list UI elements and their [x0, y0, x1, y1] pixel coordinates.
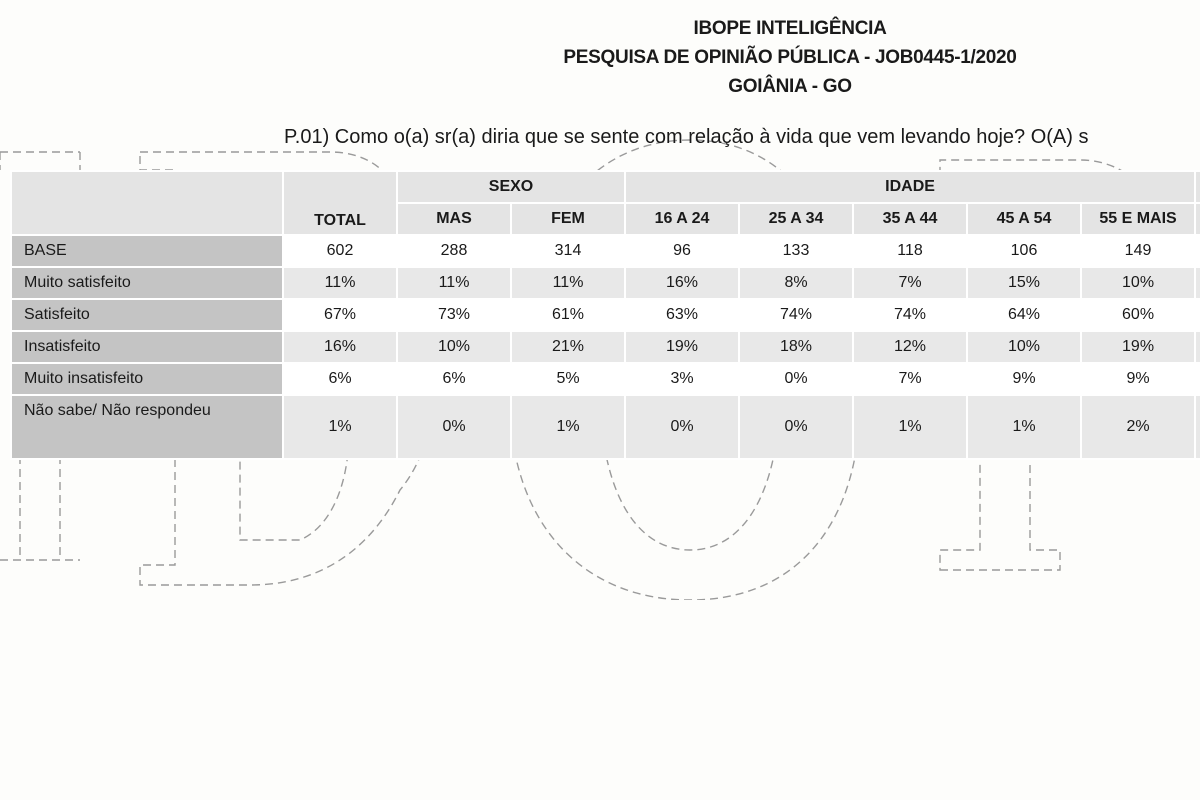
table-cell: 0%	[625, 395, 739, 459]
col-header-total: TOTAL	[283, 171, 397, 235]
table-cell: 314	[511, 235, 625, 267]
table-cell: 12%	[853, 331, 967, 363]
table-cell: 19%	[1081, 331, 1195, 363]
col-header-fem: FEM	[511, 203, 625, 235]
table-cell: 106	[967, 235, 1081, 267]
table-cell-cutoff	[1195, 395, 1200, 459]
table-corner	[11, 171, 283, 235]
table-cell: 1%	[853, 395, 967, 459]
col-header-16-24: 16 A 24	[625, 203, 739, 235]
table-cell: 7%	[853, 267, 967, 299]
row-label: Muito insatisfeito	[11, 363, 283, 395]
table-cell: 1%	[283, 395, 397, 459]
table-cell: 61%	[511, 299, 625, 331]
table-cell: 11%	[397, 267, 511, 299]
group-header-cutoff	[1195, 171, 1200, 203]
table-cell: 74%	[739, 299, 853, 331]
table-cell: 3%	[625, 363, 739, 395]
table-cell: 2%	[1081, 395, 1195, 459]
table-cell: 0%	[739, 363, 853, 395]
table-cell: 149	[1081, 235, 1195, 267]
col-header-25-34: 25 A 34	[739, 203, 853, 235]
table-row	[11, 267, 1200, 299]
header-location: GOIÂNIA - GO	[728, 76, 852, 97]
table-row	[11, 299, 1200, 331]
table-cell: 0%	[397, 395, 511, 459]
table-row	[11, 331, 1200, 363]
table-cell: 74%	[853, 299, 967, 331]
row-label: Insatisfeito	[11, 331, 283, 363]
group-header-sexo: SEXO	[397, 171, 625, 203]
table-cell: 9%	[967, 363, 1081, 395]
table-cell: 10%	[967, 331, 1081, 363]
table-row	[11, 395, 1200, 459]
table-cell: 63%	[625, 299, 739, 331]
table-cell: 0%	[739, 395, 853, 459]
table-cell-cutoff	[1195, 363, 1200, 395]
table-cell: 1%	[511, 395, 625, 459]
table-cell: 60%	[1081, 299, 1195, 331]
table-cell: 21%	[511, 331, 625, 363]
table-cell: 7%	[853, 363, 967, 395]
table-cell: 602	[283, 235, 397, 267]
table-row	[11, 235, 1200, 267]
question-text: P.01) Como o(a) sr(a) diria que se sente com relação à vida que vem levando hoje? O(A) s	[284, 126, 1089, 148]
table-cell-cutoff	[1195, 267, 1200, 299]
row-label: Não sabe/ Não respondeu	[11, 395, 283, 459]
table-cell-cutoff	[1195, 235, 1200, 267]
col-header-35-44: 35 A 44	[853, 203, 967, 235]
table-cell: 67%	[283, 299, 397, 331]
col-header-45-54: 45 A 54	[967, 203, 1081, 235]
table-cell: 19%	[625, 331, 739, 363]
table-cell: 118	[853, 235, 967, 267]
table-cell: 16%	[625, 267, 739, 299]
row-label: Muito satisfeito	[11, 267, 283, 299]
report-header	[0, 14, 1200, 101]
table-cell: 10%	[397, 331, 511, 363]
row-label: BASE	[11, 235, 283, 267]
table-cell: 6%	[397, 363, 511, 395]
table-cell: 1%	[967, 395, 1081, 459]
table-cell: 288	[397, 235, 511, 267]
table-cell: 16%	[283, 331, 397, 363]
table-row	[11, 363, 1200, 395]
table-cell: 64%	[967, 299, 1081, 331]
row-label: Satisfeito	[11, 299, 283, 331]
table-cell: 73%	[397, 299, 511, 331]
table-cell: 133	[739, 235, 853, 267]
table-cell: 10%	[1081, 267, 1195, 299]
header-company: IBOPE INTELIGÊNCIA	[693, 18, 887, 39]
table-cell: 11%	[511, 267, 625, 299]
table-cell: 8%	[739, 267, 853, 299]
table-cell: 5%	[511, 363, 625, 395]
header-survey: PESQUISA DE OPINIÃO PÚBLICA - JOB0445-1/2020	[563, 47, 1017, 68]
table-cell: 15%	[967, 267, 1081, 299]
results-table	[10, 170, 1200, 460]
table-cell: 18%	[739, 331, 853, 363]
table-cell: 6%	[283, 363, 397, 395]
col-header-cutoff	[1195, 203, 1200, 235]
table-cell-cutoff	[1195, 331, 1200, 363]
col-header-55-mais: 55 E MAIS	[1081, 203, 1195, 235]
table-cell: 11%	[283, 267, 397, 299]
table-cell: 9%	[1081, 363, 1195, 395]
table-cell-cutoff	[1195, 299, 1200, 331]
group-header-idade: IDADE	[625, 171, 1195, 203]
table-cell: 96	[625, 235, 739, 267]
col-header-mas: MAS	[397, 203, 511, 235]
